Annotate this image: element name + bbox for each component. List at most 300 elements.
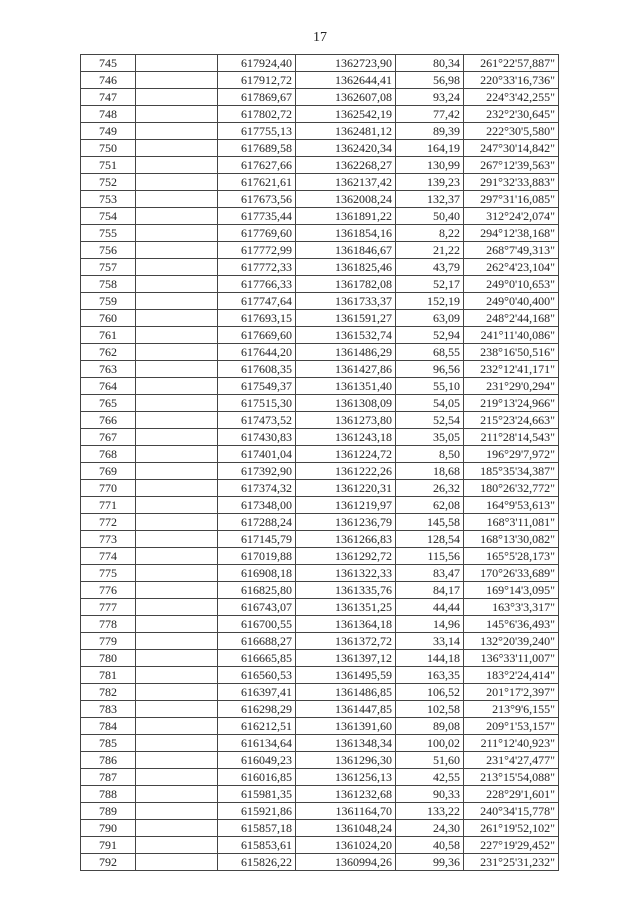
- x-coordinate-cell: 616298,29: [218, 701, 296, 718]
- point-number-cell: 786: [81, 752, 136, 769]
- table-row: [81, 310, 559, 327]
- empty-cell: [136, 514, 218, 531]
- y-coordinate-cell: 1362481,12: [296, 123, 396, 140]
- azimuth-cell: 180°26'32,772": [464, 480, 559, 497]
- distance-cell: 14,96: [396, 616, 464, 633]
- table-row: [81, 480, 559, 497]
- distance-cell: 90,33: [396, 786, 464, 803]
- point-number-cell: 766: [81, 412, 136, 429]
- x-coordinate-cell: 617693,15: [218, 310, 296, 327]
- distance-cell: 133,22: [396, 803, 464, 820]
- azimuth-cell: 201°17'2,397": [464, 684, 559, 701]
- azimuth-cell: 169°14'3,095": [464, 582, 559, 599]
- point-number-cell: 785: [81, 735, 136, 752]
- point-number-cell: 789: [81, 803, 136, 820]
- x-coordinate-cell: 617747,64: [218, 293, 296, 310]
- y-coordinate-cell: 1361591,27: [296, 310, 396, 327]
- distance-cell: 52,94: [396, 327, 464, 344]
- x-coordinate-cell: 617735,44: [218, 208, 296, 225]
- distance-cell: 40,58: [396, 837, 464, 854]
- point-number-cell: 778: [81, 616, 136, 633]
- empty-cell: [136, 837, 218, 854]
- empty-cell: [136, 327, 218, 344]
- point-number-cell: 750: [81, 140, 136, 157]
- y-coordinate-cell: 1362607,08: [296, 89, 396, 106]
- distance-cell: 128,54: [396, 531, 464, 548]
- point-number-cell: 757: [81, 259, 136, 276]
- table-row: [81, 650, 559, 667]
- y-coordinate-cell: 1361243,18: [296, 429, 396, 446]
- x-coordinate-cell: 617374,32: [218, 480, 296, 497]
- table-row: [81, 735, 559, 752]
- y-coordinate-cell: 1361348,34: [296, 735, 396, 752]
- azimuth-cell: 170°26'33,689": [464, 565, 559, 582]
- x-coordinate-cell: 617924,40: [218, 55, 296, 72]
- empty-cell: [136, 361, 218, 378]
- azimuth-cell: 227°19'29,452": [464, 837, 559, 854]
- x-coordinate-cell: 615853,61: [218, 837, 296, 854]
- azimuth-cell: 238°16'50,516": [464, 344, 559, 361]
- empty-cell: [136, 752, 218, 769]
- azimuth-cell: 249°0'40,400": [464, 293, 559, 310]
- empty-cell: [136, 293, 218, 310]
- empty-cell: [136, 633, 218, 650]
- y-coordinate-cell: 1361219,97: [296, 497, 396, 514]
- y-coordinate-cell: 1361222,26: [296, 463, 396, 480]
- empty-cell: [136, 310, 218, 327]
- distance-cell: 52,54: [396, 412, 464, 429]
- empty-cell: [136, 769, 218, 786]
- x-coordinate-cell: 617515,30: [218, 395, 296, 412]
- empty-cell: [136, 786, 218, 803]
- azimuth-cell: 231°4'27,477": [464, 752, 559, 769]
- empty-cell: [136, 701, 218, 718]
- distance-cell: 42,55: [396, 769, 464, 786]
- x-coordinate-cell: 616212,51: [218, 718, 296, 735]
- y-coordinate-cell: 1362542,19: [296, 106, 396, 123]
- distance-cell: 115,56: [396, 548, 464, 565]
- empty-cell: [136, 123, 218, 140]
- x-coordinate-cell: 616049,23: [218, 752, 296, 769]
- x-coordinate-cell: 616665,85: [218, 650, 296, 667]
- empty-cell: [136, 446, 218, 463]
- distance-cell: 96,56: [396, 361, 464, 378]
- point-number-cell: 758: [81, 276, 136, 293]
- point-number-cell: 755: [81, 225, 136, 242]
- empty-cell: [136, 803, 218, 820]
- point-number-cell: 784: [81, 718, 136, 735]
- distance-cell: 8,22: [396, 225, 464, 242]
- azimuth-cell: 297°31'16,085": [464, 191, 559, 208]
- table-row: [81, 446, 559, 463]
- x-coordinate-cell: 616688,27: [218, 633, 296, 650]
- empty-cell: [136, 565, 218, 582]
- table-row: [81, 752, 559, 769]
- table-row: [81, 344, 559, 361]
- y-coordinate-cell: 1361486,29: [296, 344, 396, 361]
- point-number-cell: 767: [81, 429, 136, 446]
- table-row: [81, 684, 559, 701]
- empty-cell: [136, 55, 218, 72]
- azimuth-cell: 232°2'30,645": [464, 106, 559, 123]
- y-coordinate-cell: 1361232,68: [296, 786, 396, 803]
- y-coordinate-cell: 1362420,34: [296, 140, 396, 157]
- point-number-cell: 748: [81, 106, 136, 123]
- y-coordinate-cell: 1361335,76: [296, 582, 396, 599]
- azimuth-cell: 240°34'15,778": [464, 803, 559, 820]
- distance-cell: 99,36: [396, 854, 464, 871]
- x-coordinate-cell: 616743,07: [218, 599, 296, 616]
- table-row: [81, 616, 559, 633]
- table-row: [81, 497, 559, 514]
- x-coordinate-cell: 616700,55: [218, 616, 296, 633]
- x-coordinate-cell: 617769,60: [218, 225, 296, 242]
- empty-cell: [136, 548, 218, 565]
- azimuth-cell: 132°20'39,240": [464, 633, 559, 650]
- distance-cell: 80,34: [396, 55, 464, 72]
- azimuth-cell: 228°29'1,601": [464, 786, 559, 803]
- x-coordinate-cell: 616908,18: [218, 565, 296, 582]
- point-number-cell: 774: [81, 548, 136, 565]
- x-coordinate-cell: 617912,72: [218, 72, 296, 89]
- y-coordinate-cell: 1361846,67: [296, 242, 396, 259]
- y-coordinate-cell: 1362644,41: [296, 72, 396, 89]
- azimuth-cell: 185°35'34,387": [464, 463, 559, 480]
- azimuth-cell: 262°4'23,104": [464, 259, 559, 276]
- azimuth-cell: 168°3'11,081": [464, 514, 559, 531]
- coordinates-table-body: [81, 55, 559, 871]
- empty-cell: [136, 208, 218, 225]
- x-coordinate-cell: 616134,64: [218, 735, 296, 752]
- distance-cell: 93,24: [396, 89, 464, 106]
- y-coordinate-cell: 1361825,46: [296, 259, 396, 276]
- distance-cell: 130,99: [396, 157, 464, 174]
- y-coordinate-cell: 1361495,59: [296, 667, 396, 684]
- table-row: [81, 412, 559, 429]
- table-row: [81, 140, 559, 157]
- empty-cell: [136, 650, 218, 667]
- azimuth-cell: 220°33'16,736": [464, 72, 559, 89]
- point-number-cell: 764: [81, 378, 136, 395]
- distance-cell: 102,58: [396, 701, 464, 718]
- table-row: [81, 123, 559, 140]
- azimuth-cell: 196°29'7,972": [464, 446, 559, 463]
- y-coordinate-cell: 1361273,80: [296, 412, 396, 429]
- distance-cell: 18,68: [396, 463, 464, 480]
- distance-cell: 164,19: [396, 140, 464, 157]
- azimuth-cell: 232°12'41,171": [464, 361, 559, 378]
- point-number-cell: 788: [81, 786, 136, 803]
- y-coordinate-cell: 1361220,31: [296, 480, 396, 497]
- table-row: [81, 191, 559, 208]
- point-number-cell: 749: [81, 123, 136, 140]
- empty-cell: [136, 276, 218, 293]
- table-row: [81, 174, 559, 191]
- y-coordinate-cell: 1361266,83: [296, 531, 396, 548]
- azimuth-cell: 291°32'33,883": [464, 174, 559, 191]
- table-row: [81, 106, 559, 123]
- azimuth-cell: 222°30'5,580": [464, 123, 559, 140]
- x-coordinate-cell: 615921,86: [218, 803, 296, 820]
- empty-cell: [136, 89, 218, 106]
- distance-cell: 83,47: [396, 565, 464, 582]
- empty-cell: [136, 344, 218, 361]
- point-number-cell: 761: [81, 327, 136, 344]
- empty-cell: [136, 480, 218, 497]
- distance-cell: 55,10: [396, 378, 464, 395]
- table-row: [81, 667, 559, 684]
- y-coordinate-cell: 1361447,85: [296, 701, 396, 718]
- y-coordinate-cell: 1360994,26: [296, 854, 396, 871]
- azimuth-cell: 224°3'42,255": [464, 89, 559, 106]
- point-number-cell: 791: [81, 837, 136, 854]
- table-row: [81, 259, 559, 276]
- azimuth-cell: 213°9'6,155": [464, 701, 559, 718]
- empty-cell: [136, 72, 218, 89]
- x-coordinate-cell: 617145,79: [218, 531, 296, 548]
- y-coordinate-cell: 1361733,37: [296, 293, 396, 310]
- empty-cell: [136, 582, 218, 599]
- table-row: [81, 463, 559, 480]
- y-coordinate-cell: 1361351,25: [296, 599, 396, 616]
- page-number: 17: [313, 30, 327, 45]
- x-coordinate-cell: 617348,00: [218, 497, 296, 514]
- azimuth-cell: 249°0'10,653": [464, 276, 559, 293]
- x-coordinate-cell: 617430,83: [218, 429, 296, 446]
- empty-cell: [136, 599, 218, 616]
- y-coordinate-cell: 1361236,79: [296, 514, 396, 531]
- azimuth-cell: 231°29'0,294": [464, 378, 559, 395]
- table-row: [81, 582, 559, 599]
- distance-cell: 8,50: [396, 446, 464, 463]
- distance-cell: 144,18: [396, 650, 464, 667]
- distance-cell: 63,09: [396, 310, 464, 327]
- point-number-cell: 790: [81, 820, 136, 837]
- point-number-cell: 746: [81, 72, 136, 89]
- empty-cell: [136, 157, 218, 174]
- y-coordinate-cell: 1361308,09: [296, 395, 396, 412]
- x-coordinate-cell: 616825,80: [218, 582, 296, 599]
- x-coordinate-cell: 617673,56: [218, 191, 296, 208]
- empty-cell: [136, 820, 218, 837]
- distance-cell: 68,55: [396, 344, 464, 361]
- table-row: [81, 55, 559, 72]
- empty-cell: [136, 191, 218, 208]
- empty-cell: [136, 531, 218, 548]
- point-number-cell: 792: [81, 854, 136, 871]
- table-row: [81, 89, 559, 106]
- y-coordinate-cell: 1361164,70: [296, 803, 396, 820]
- point-number-cell: 754: [81, 208, 136, 225]
- table-row: [81, 803, 559, 820]
- y-coordinate-cell: 1361256,13: [296, 769, 396, 786]
- y-coordinate-cell: 1361224,72: [296, 446, 396, 463]
- table-row: [81, 769, 559, 786]
- azimuth-cell: 145°6'36,493": [464, 616, 559, 633]
- distance-cell: 51,60: [396, 752, 464, 769]
- empty-cell: [136, 174, 218, 191]
- table-row: [81, 633, 559, 650]
- azimuth-cell: 164°9'53,613": [464, 497, 559, 514]
- point-number-cell: 783: [81, 701, 136, 718]
- empty-cell: [136, 616, 218, 633]
- point-number-cell: 781: [81, 667, 136, 684]
- azimuth-cell: 211°12'40,923": [464, 735, 559, 752]
- empty-cell: [136, 497, 218, 514]
- point-number-cell: 777: [81, 599, 136, 616]
- azimuth-cell: 312°24'2,074": [464, 208, 559, 225]
- y-coordinate-cell: 1361782,08: [296, 276, 396, 293]
- y-coordinate-cell: 1361048,24: [296, 820, 396, 837]
- x-coordinate-cell: 617689,58: [218, 140, 296, 157]
- distance-cell: 62,08: [396, 497, 464, 514]
- distance-cell: 163,35: [396, 667, 464, 684]
- table-row: [81, 531, 559, 548]
- distance-cell: 89,08: [396, 718, 464, 735]
- x-coordinate-cell: 615981,35: [218, 786, 296, 803]
- y-coordinate-cell: 1361391,60: [296, 718, 396, 735]
- azimuth-cell: 261°22'57,887": [464, 55, 559, 72]
- x-coordinate-cell: 617392,90: [218, 463, 296, 480]
- x-coordinate-cell: 616016,85: [218, 769, 296, 786]
- point-number-cell: 771: [81, 497, 136, 514]
- empty-cell: [136, 735, 218, 752]
- empty-cell: [136, 429, 218, 446]
- distance-cell: 77,42: [396, 106, 464, 123]
- y-coordinate-cell: 1361532,74: [296, 327, 396, 344]
- table-row: [81, 718, 559, 735]
- azimuth-cell: 219°13'24,966": [464, 395, 559, 412]
- point-number-cell: 780: [81, 650, 136, 667]
- table-row: [81, 565, 559, 582]
- y-coordinate-cell: 1361296,30: [296, 752, 396, 769]
- point-number-cell: 760: [81, 310, 136, 327]
- distance-cell: 43,79: [396, 259, 464, 276]
- table-row: [81, 514, 559, 531]
- point-number-cell: 763: [81, 361, 136, 378]
- empty-cell: [136, 412, 218, 429]
- point-number-cell: 762: [81, 344, 136, 361]
- coordinates-table: [80, 54, 559, 871]
- point-number-cell: 782: [81, 684, 136, 701]
- table-row: [81, 327, 559, 344]
- point-number-cell: 787: [81, 769, 136, 786]
- empty-cell: [136, 718, 218, 735]
- x-coordinate-cell: 617669,60: [218, 327, 296, 344]
- point-number-cell: 752: [81, 174, 136, 191]
- azimuth-cell: 136°33'11,007": [464, 650, 559, 667]
- table-row: [81, 701, 559, 718]
- y-coordinate-cell: 1362137,42: [296, 174, 396, 191]
- table-row: [81, 599, 559, 616]
- x-coordinate-cell: 615857,18: [218, 820, 296, 837]
- distance-cell: 33,14: [396, 633, 464, 650]
- x-coordinate-cell: 617772,33: [218, 259, 296, 276]
- distance-cell: 139,23: [396, 174, 464, 191]
- x-coordinate-cell: 617772,99: [218, 242, 296, 259]
- distance-cell: 145,58: [396, 514, 464, 531]
- x-coordinate-cell: 617869,67: [218, 89, 296, 106]
- x-coordinate-cell: 617549,37: [218, 378, 296, 395]
- azimuth-cell: 168°13'30,082": [464, 531, 559, 548]
- empty-cell: [136, 395, 218, 412]
- distance-cell: 132,37: [396, 191, 464, 208]
- x-coordinate-cell: 617401,04: [218, 446, 296, 463]
- table-row: [81, 854, 559, 871]
- y-coordinate-cell: 1361486,85: [296, 684, 396, 701]
- y-coordinate-cell: 1361364,18: [296, 616, 396, 633]
- empty-cell: [136, 106, 218, 123]
- distance-cell: 100,02: [396, 735, 464, 752]
- point-number-cell: 745: [81, 55, 136, 72]
- point-number-cell: 775: [81, 565, 136, 582]
- x-coordinate-cell: 617019,88: [218, 548, 296, 565]
- azimuth-cell: 267°12'39,563": [464, 157, 559, 174]
- empty-cell: [136, 667, 218, 684]
- point-number-cell: 773: [81, 531, 136, 548]
- empty-cell: [136, 242, 218, 259]
- distance-cell: 84,17: [396, 582, 464, 599]
- table-row: [81, 786, 559, 803]
- x-coordinate-cell: 615826,22: [218, 854, 296, 871]
- y-coordinate-cell: 1361427,86: [296, 361, 396, 378]
- table-row: [81, 72, 559, 89]
- distance-cell: 89,39: [396, 123, 464, 140]
- table-row: [81, 429, 559, 446]
- table-row: [81, 293, 559, 310]
- empty-cell: [136, 259, 218, 276]
- distance-cell: 152,19: [396, 293, 464, 310]
- x-coordinate-cell: 617608,35: [218, 361, 296, 378]
- empty-cell: [136, 854, 218, 871]
- x-coordinate-cell: 617288,24: [218, 514, 296, 531]
- y-coordinate-cell: 1361891,22: [296, 208, 396, 225]
- y-coordinate-cell: 1362723,90: [296, 55, 396, 72]
- y-coordinate-cell: 1361024,20: [296, 837, 396, 854]
- x-coordinate-cell: 617766,33: [218, 276, 296, 293]
- y-coordinate-cell: 1361397,12: [296, 650, 396, 667]
- point-number-cell: 772: [81, 514, 136, 531]
- azimuth-cell: 215°23'24,663": [464, 412, 559, 429]
- azimuth-cell: 241°11'40,086": [464, 327, 559, 344]
- point-number-cell: 779: [81, 633, 136, 650]
- point-number-cell: 753: [81, 191, 136, 208]
- point-number-cell: 768: [81, 446, 136, 463]
- azimuth-cell: 247°30'14,842": [464, 140, 559, 157]
- point-number-cell: 759: [81, 293, 136, 310]
- table-row: [81, 361, 559, 378]
- distance-cell: 35,05: [396, 429, 464, 446]
- distance-cell: 26,32: [396, 480, 464, 497]
- point-number-cell: 769: [81, 463, 136, 480]
- azimuth-cell: 248°2'44,168": [464, 310, 559, 327]
- azimuth-cell: 183°2'24,414": [464, 667, 559, 684]
- table-row: [81, 378, 559, 395]
- table-row: [81, 820, 559, 837]
- azimuth-cell: 213°15'54,088": [464, 769, 559, 786]
- distance-cell: 21,22: [396, 242, 464, 259]
- table-row: [81, 276, 559, 293]
- azimuth-cell: 211°28'14,543": [464, 429, 559, 446]
- distance-cell: 44,44: [396, 599, 464, 616]
- empty-cell: [136, 684, 218, 701]
- empty-cell: [136, 463, 218, 480]
- table-row: [81, 242, 559, 259]
- x-coordinate-cell: 617802,72: [218, 106, 296, 123]
- x-coordinate-cell: 616560,53: [218, 667, 296, 684]
- x-coordinate-cell: 616397,41: [218, 684, 296, 701]
- azimuth-cell: 165°5'28,173": [464, 548, 559, 565]
